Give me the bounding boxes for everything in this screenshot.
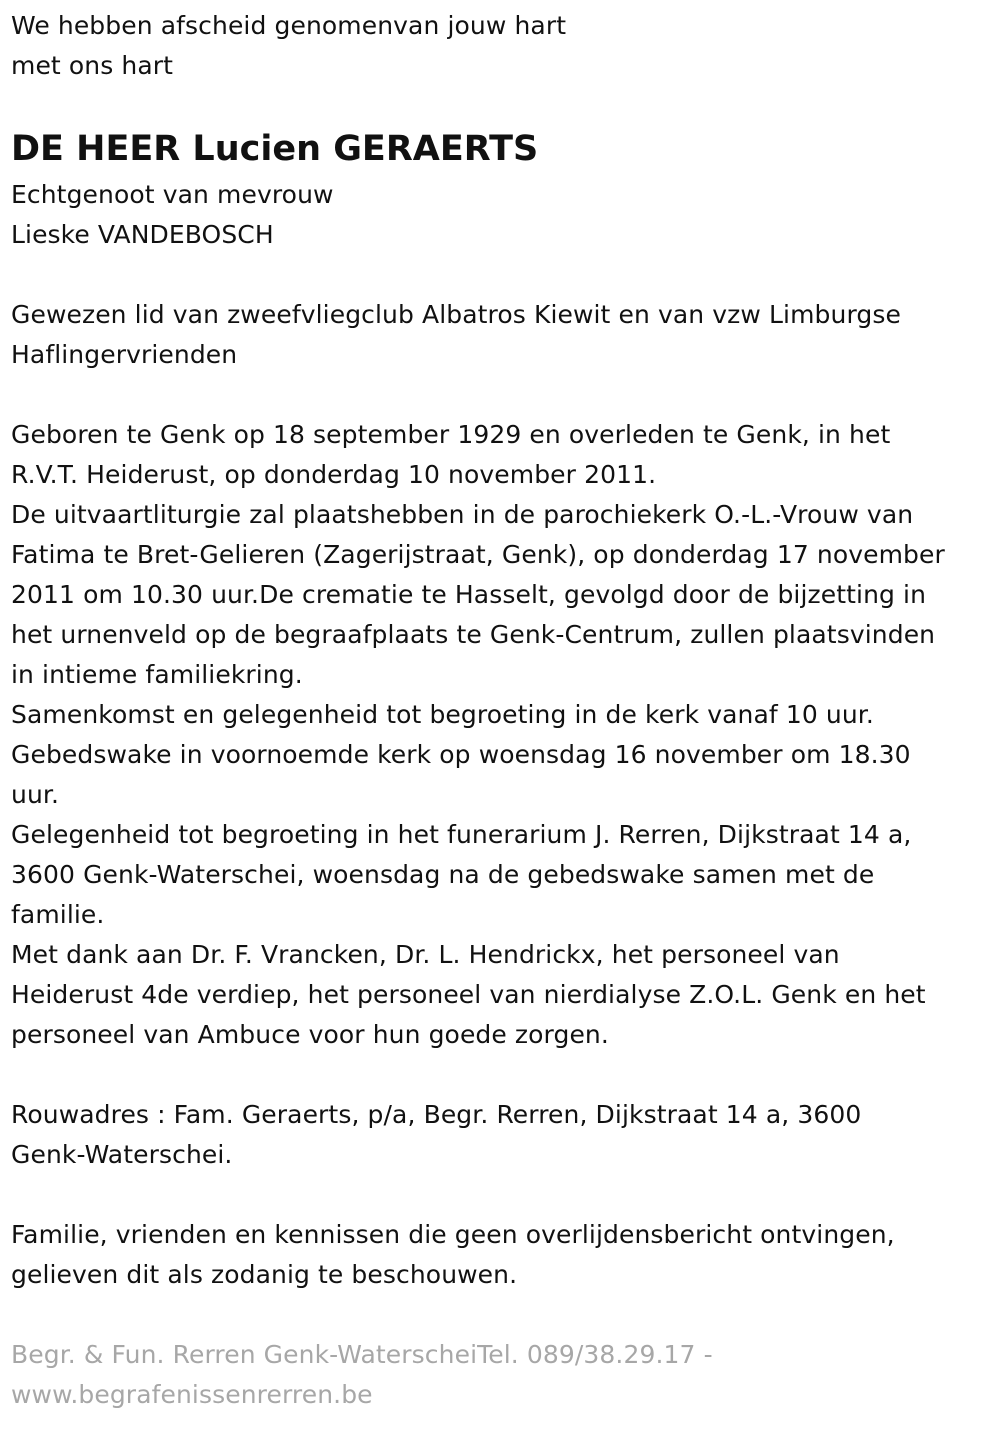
membership-line: Haflingervrienden bbox=[11, 340, 238, 369]
spacer bbox=[11, 1295, 993, 1335]
funeral-home-footer bbox=[11, 1335, 993, 1415]
details-line: Met dank aan Dr. F. Vrancken, Dr. L. Hendrickx, het personeel van bbox=[11, 940, 840, 969]
spouse-line: Echtgenoot van mevrouw bbox=[11, 180, 334, 209]
address-line: Rouwadres : Fam. Geraerts, p/a, Begr. Rerren, Dijkstraat 14 a, 3600 bbox=[11, 1100, 862, 1129]
spacer bbox=[11, 375, 993, 415]
details-line: De uitvaartliturgie zal plaatshebben in de parochiekerk O.-L.-Vrouw van bbox=[11, 500, 914, 529]
details-line: personeel van Ambuce voor hun goede zorgen. bbox=[11, 1020, 609, 1049]
spacer bbox=[11, 255, 993, 295]
address-line: Genk-Waterschei. bbox=[11, 1140, 233, 1169]
deceased-name: DE HEER Lucien GERAERTS bbox=[11, 129, 539, 169]
mourning-address bbox=[11, 1095, 993, 1175]
details-line: Fatima te Bret-Gelieren (Zagerijstraat, Genk), op donderdag 17 november bbox=[11, 540, 945, 569]
details-line: 3600 Genk-Waterschei, woensdag na de gebedswake samen met de bbox=[11, 860, 875, 889]
notice-line: Familie, vrienden en kennissen die geen overlijdensbericht ontvingen, bbox=[11, 1220, 895, 1249]
details-line: 2011 om 10.30 uur.De crematie te Hasselt, gevolgd door de bijzetting in bbox=[11, 580, 927, 609]
intro-text bbox=[11, 6, 993, 86]
details-line: familie. bbox=[11, 900, 105, 929]
notice-line: gelieven dit als zodanig te beschouwen. bbox=[11, 1260, 518, 1289]
footer-contact-line: Begr. & Fun. Rerren Genk-WaterscheiTel. 089/38.29.17 - bbox=[11, 1340, 713, 1369]
footer-website-link[interactable]: www.begrafenissenrerren.be bbox=[11, 1380, 373, 1409]
details-line: Geboren te Genk op 18 september 1929 en overleden te Genk, in het bbox=[11, 420, 891, 449]
membership-line: Gewezen lid van zweefvliegclub Albatros Kiewit en van vzw Limburgse bbox=[11, 300, 901, 329]
intro-line: met ons hart bbox=[11, 51, 174, 80]
details-line: in intieme familiekring. bbox=[11, 660, 303, 689]
obituary-document bbox=[11, 6, 993, 1415]
membership-text bbox=[11, 295, 993, 375]
spacer bbox=[11, 1055, 993, 1095]
details-line: Heiderust 4de verdiep, het personeel van nierdialyse Z.O.L. Genk en het bbox=[11, 980, 926, 1009]
spouse-text bbox=[11, 175, 993, 255]
intro-line: We hebben afscheid genomenvan jouw hart bbox=[11, 11, 567, 40]
details-line: R.V.T. Heiderust, op donderdag 10 november 2011. bbox=[11, 460, 657, 489]
details-line: Gelegenheid tot begroeting in het funerarium J. Rerren, Dijkstraat 14 a, bbox=[11, 820, 912, 849]
spouse-line: Lieske VANDEBOSCH bbox=[11, 220, 274, 249]
details-line: Gebedswake in voornoemde kerk op woensdag 16 november om 18.30 bbox=[11, 740, 911, 769]
details-text bbox=[11, 415, 993, 1055]
notice-text bbox=[11, 1215, 993, 1295]
details-line: uur. bbox=[11, 780, 60, 809]
details-line: het urnenveld op de begraafplaats te Genk-Centrum, zullen plaatsvinden bbox=[11, 620, 936, 649]
spacer bbox=[11, 1175, 993, 1215]
details-line: Samenkomst en gelegenheid tot begroeting in de kerk vanaf 10 uur. bbox=[11, 700, 874, 729]
